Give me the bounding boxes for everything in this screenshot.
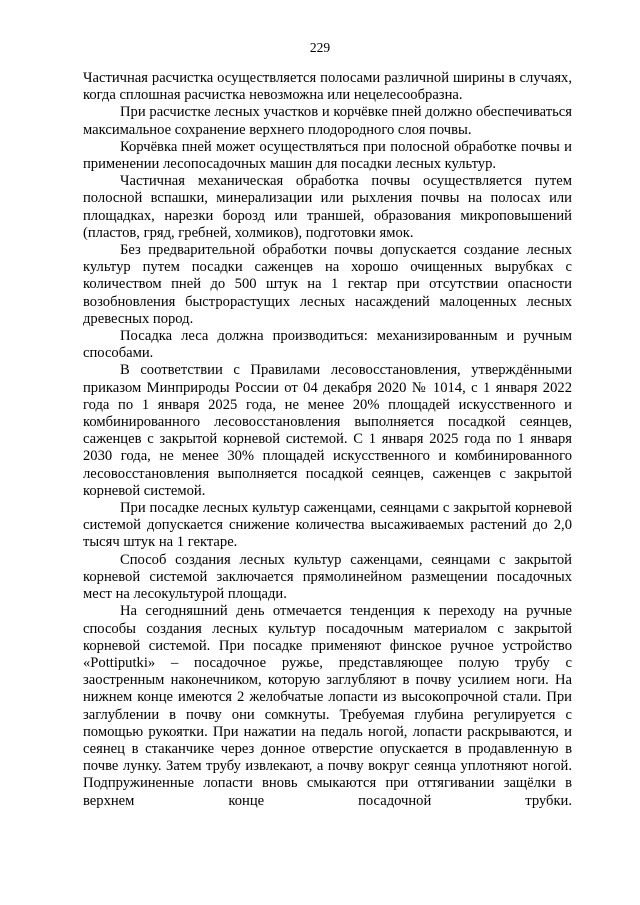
paragraph: Без предварительной обработки почвы допускается создание лесных культур путем посадки саженцев на хорошо очищенных вырубках с количеством пней до 500 штук на 1 гектар при отсутствии опасности возобновления быстрорастущих лесных насаждений малоценных лесных древесных пород. — [83, 242, 572, 327]
paragraph: При расчистке лесных участков и корчёвке пней должно обеспечиваться максимальное сохранение верхнего плодородного слоя почвы. — [83, 104, 572, 138]
document-body — [83, 70, 572, 810]
paragraph: Корчёвка пней может осуществляться при полосной обработке почвы и применении лесопосадочных машин для посадки лесных культур. — [83, 138, 572, 173]
page-number: 229 — [309, 40, 331, 55]
paragraph: Частичная расчистка осуществляется полосами различной ширины в случаях, когда сплошная расчистка невозможна или нецелесообразна. — [83, 70, 572, 104]
paragraph: При посадке лесных культур саженцами, сеянцами с закрытой корневой системой допускается снижение количества высаживаемых растений до 2,0 тысяч штук на 1 гектаре. — [83, 500, 572, 551]
paragraph: Частичная механическая обработка почвы осуществляется путем полосной вспашки, минерализации или рыхления почвы на полосах или площадках, нарезки борозд или траншей, образования микроповышений (пластов, гряд, гребней, холмиков), подготовки ямок. — [83, 173, 572, 241]
paragraph: На сегодняшний день отмечается тенденция к переходу на ручные способы создания лесных культур посадочным материалом с закрытой корневой системой. При посадке применяют финское ручное устройство «Pottiputki» – посадочное ружье, представляющее полую трубу с заостренным наконечником, которую заглубляют в почву усилием ноги. На нижнем конце имеются 2 желобчатые лопасти из высокопрочной стали. При заглублении в почву они сомкнуты. Требуемая глубина регулируется с помощью рукоятки. При нажатии на педаль ногой, лопасти раскрываются, и сеянец в стаканчике через донное отверстие опускается в продавленную в почве лунку. Затем трубу извлекают, а почву вокруг сеянца уплотняют ногой. Подпружиненные лопасти вновь смыкаются при оттягивании защёлки в верхнем конце посадочной трубки. — [83, 603, 572, 809]
paragraph: В соответствии с Правилами лесовосстановления, утверждёнными приказом Минприроды России от 04 декабря 2020 № 1014, с 1 января 2022 года по 1 января 2025 года, не менее 20% площадей искусственного и комбинированного лесовосстановления выполняется посадкой сеянцев, саженцев с закрытой корневой системой. С 1 января 2025 года по 1 января 2030 года, не менее 30% площадей искусственного и комбинированного лесовосстановления выполняется посадкой сеянцев, саженцев с закрытой корневой системой. — [83, 362, 572, 499]
paragraph: Посадка леса должна производиться: механизированным и ручным способами. — [83, 328, 572, 362]
paragraph: Способ создания лесных культур саженцами, сеянцами с закрытой корневой системой заключается прямолинейном размещении посадочных мест на лесокультурой площади. — [83, 551, 572, 603]
